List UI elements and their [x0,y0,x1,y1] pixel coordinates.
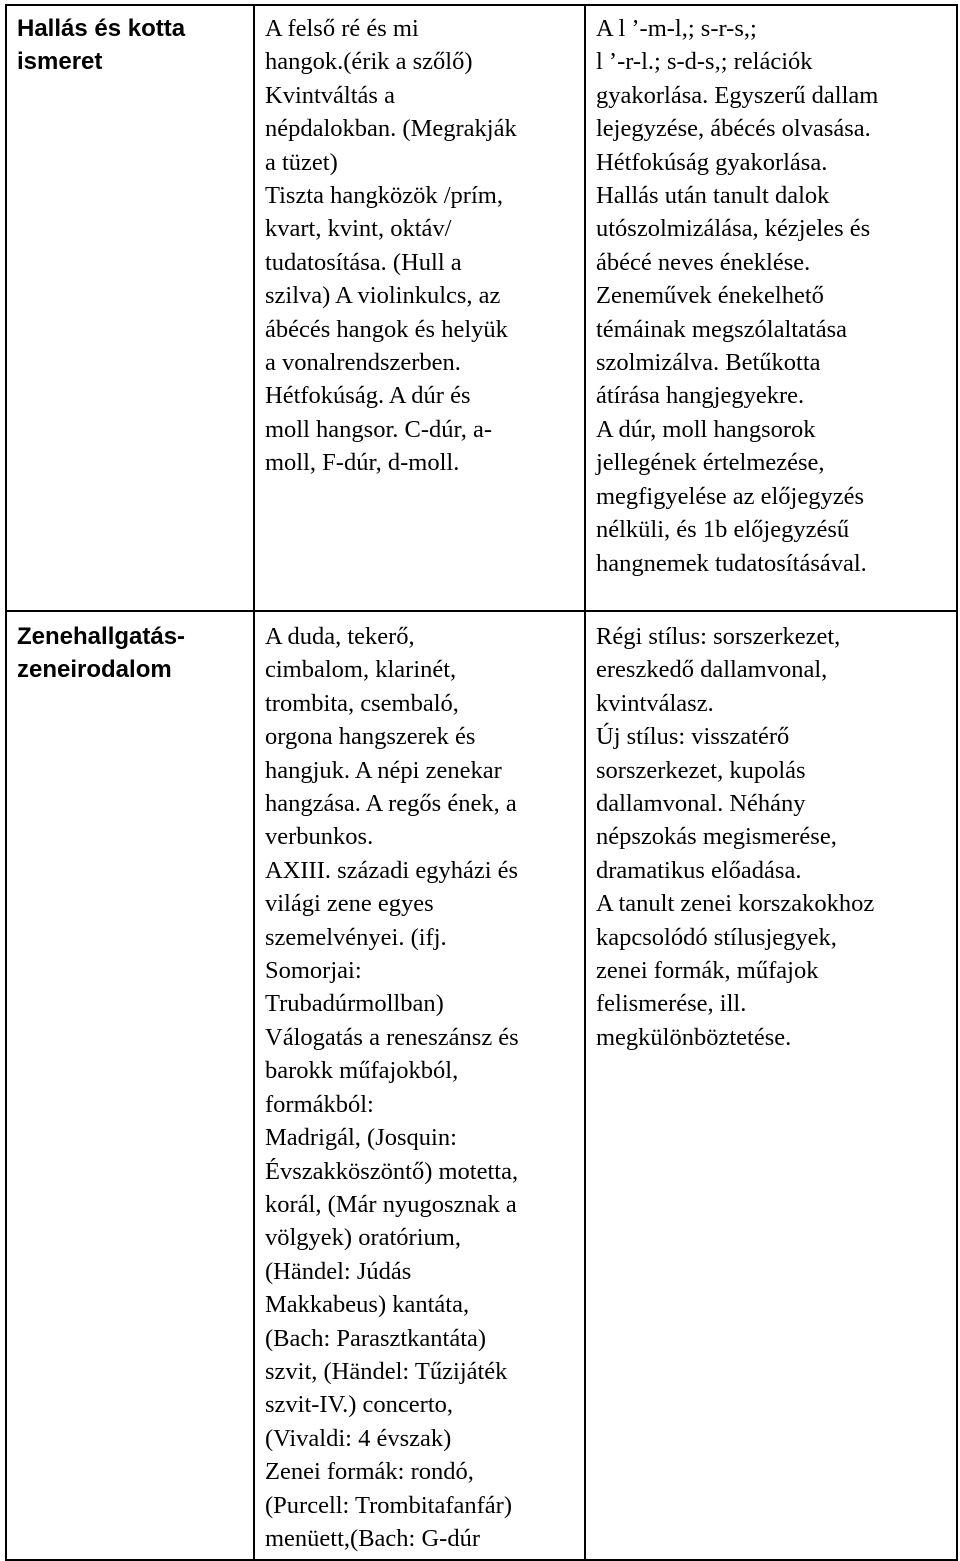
text-line: moll hangsor. C-dúr, a- [265,415,492,443]
text-line: szemelvényei. (ifj. [265,923,447,951]
text-line: megkülönböztetése. [596,1023,792,1051]
text-line: (Händel: Júdás [265,1257,412,1285]
requirements-cell [585,611,957,1560]
text-line: témáinak megszólaltatása [596,315,848,343]
text-line: l ’-r-l.; s-d-s,; relációk [596,48,813,76]
text-line: Hallás után tanult dalok [596,182,830,210]
text-line: Hétfokúság gyakorlása. [596,148,828,176]
text-line: A duda, tekerő, [265,623,415,650]
text-line: (Bach: Parasztkantáta) [265,1324,487,1352]
text-line: kvart, kvint, oktáv/ [265,215,452,243]
text-line: a vonalrendszerben. [265,349,461,377]
text-line: Zenehallgatás- [17,623,186,650]
text-line: dramatikus előadása. [596,856,802,884]
table-row [6,611,957,1560]
text-line: Évszakköszöntő) motetta, [265,1157,519,1185]
text-line: szvit, (Händel: Tűzijáték [265,1357,508,1385]
requirements-cell [585,5,957,611]
text-line: dallamvonal. Néhány [596,790,806,818]
text-line: barokk műfajokból, [265,1057,459,1085]
text-line: Tiszta hangközök /prím, [265,182,503,210]
text-line: völgyek) oratórium, [265,1224,461,1252]
text-line: hangzása. A regős ének, a [265,790,517,818]
text-line: hangok.(érik a szőlő) [265,48,473,76]
text-line: Hallás és kotta [17,15,186,42]
text-line: Új stílus: visszatérő [596,723,790,751]
text-line: Hétfokúság. A dúr és [265,382,471,410]
text-line: lejegyzése, ábécés olvasása. [596,115,871,143]
text-line: megfigyelése az előjegyzés [596,482,865,510]
text-line: népszokás megismerése, [596,823,837,851]
text-line: formákból: [265,1090,374,1118]
text-line: moll, F-dúr, d-moll. [265,449,460,477]
text-line: kapcsolódó stílusjegyek, [596,923,837,951]
text-line: Madrigál, (Josquin: [265,1124,457,1152]
text-line: orgona hangszerek és [265,723,476,751]
text-line: (Vivaldi: 4 évszak) [265,1424,452,1452]
text-line: (Purcell: Trombitafanfár) [265,1491,512,1519]
text-line: nélküli, és 1b előjegyzésű [596,516,850,544]
text-line: sorszerkezet, kupolás [596,756,806,784]
text-line: felismerése, ill. [596,990,747,1018]
text-line: ábécés hangok és helyük [265,315,508,343]
text-line: korál, (Már nyugosznak a [265,1190,517,1218]
text-line: kvintválasz. [596,689,714,717]
text-line: A tanult zenei korszakokhoz [596,890,875,918]
text-line: AXIII. századi egyházi és [265,856,519,884]
text-line: Makkabeus) kantáta, [265,1291,470,1319]
content-cell [254,611,585,1560]
topic-cell [6,611,254,1560]
text-line: világi zene egyes [265,890,434,918]
text-line: szolmizálva. Betűkotta [596,349,821,377]
text-line: átírása hangjegyekre. [596,382,805,410]
text-line: ereszkedő dallamvonal, [596,656,828,684]
text-line: jellegének értelmezése, [596,449,825,477]
text-line: Kvintváltás a [265,81,395,109]
text-line: A dúr, moll hangsorok [596,415,816,443]
text-line: hangnemek tudatosításával. [596,549,867,577]
text-line: hangjuk. A népi zenekar [265,756,502,784]
text-line: ismeret [17,48,103,76]
text-line: menüett,(Bach: G-dúr [265,1524,480,1552]
text-line: ábécé neves éneklése. [596,248,811,276]
text-line: szvit-IV.) concerto, [265,1391,453,1419]
text-line: Válogatás a reneszánsz és [265,1023,519,1051]
text-line: Régi stílus: sorszerkezet, [596,623,841,650]
text-line: zenei formák, műfajok [596,957,819,985]
text-line: szilva) A violinkulcs, az [265,282,501,310]
text-line: A felső ré és mi [265,15,419,42]
text-line: verbunkos. [265,823,374,851]
text-line: cimbalom, klarinét, [265,656,457,684]
text-line: A l ’-m-l,; s-r-s,; [596,15,757,42]
text-line: Zenei formák: rondó, [265,1458,474,1486]
text-line: Zeneművek énekelhető [596,282,824,310]
curriculum-table [5,4,958,1561]
text-line: a tüzet) [265,148,338,176]
text-line: gyakorlása. Egyszerű dallam [596,81,879,109]
text-line: zeneirodalom [17,656,172,684]
text-line: népdalokban. (Megrakják [265,115,517,143]
text-line: utószolmizálása, kézjeles és [596,215,871,243]
table-row [6,5,957,611]
content-cell [254,5,585,611]
text-line: Trubadúrmollban) [265,990,444,1018]
text-line: tudatosítása. (Hull a [265,248,462,276]
topic-cell [6,5,254,611]
text-line: trombita, csembaló, [265,689,459,717]
text-line: Somorjai: [265,957,362,985]
